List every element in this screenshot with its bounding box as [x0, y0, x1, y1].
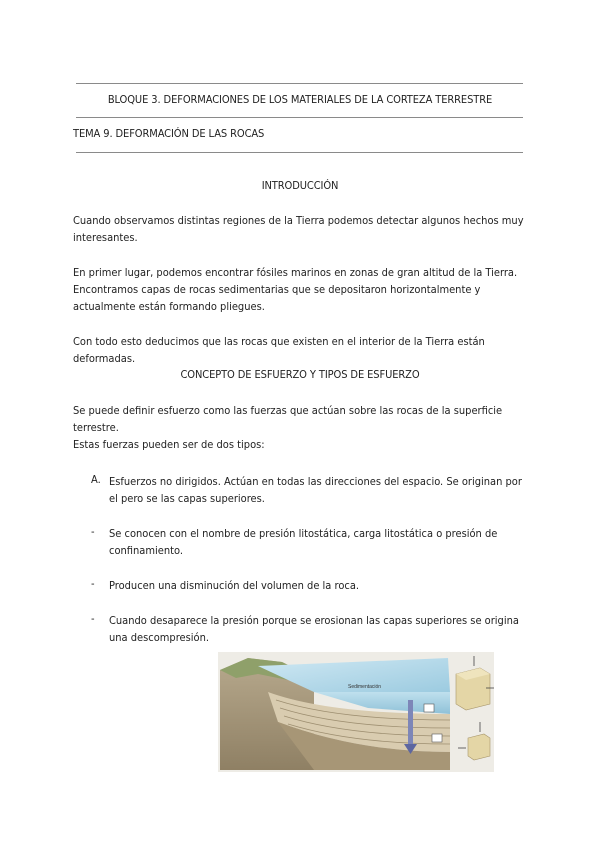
list-marker: -: [91, 577, 95, 590]
depth-arrow-shaft: [408, 700, 413, 744]
rock-sample-marker: [424, 704, 434, 712]
list-marker: -: [91, 525, 95, 538]
rock-sample-marker: [432, 734, 442, 742]
block-title: BLOQUE 3. DEFORMACIONES DE LOS MATERIALES DE LA CORTEZA TERRESTRE: [107, 93, 493, 106]
intro-paragraph-2: En primer lugar, podemos encontrar fósiles marinos en zonas de gran altitud de la Tierra. Encontramos capas de rocas sedimentarias que se depositaron horizontalmente y actualmente están formando pliegues.: [73, 266, 518, 313]
list-item-text: Cuando desaparece la presión porque se erosionan las capas superiores se origina una descompresión.: [109, 614, 519, 644]
concept-types-intro: Estas fuerzas pueden ser de dos tipos:: [73, 438, 265, 451]
sedimentation-pressure-illustration: [218, 652, 494, 772]
top-rule: [76, 83, 523, 84]
concept-definition: Se puede definir esfuerzo como las fuerzas que actúan sobre las rocas de la superficie terrestre.: [73, 404, 503, 434]
rock-cube-small: [468, 734, 490, 760]
list-marker: A.: [91, 473, 101, 486]
topic-title: TEMA 9. DEFORMACIÓN DE LAS ROCAS: [73, 127, 265, 140]
list-item-text: Esfuerzos no dirigidos. Actúan en todas las direcciones del espacio. Se originan por el pero se las capas superiores.: [109, 475, 522, 505]
intro-heading: INTRODUCCIÓN: [261, 179, 339, 192]
sedimentation-label: Sedimentación: [348, 684, 382, 690]
rule-under-block-title: [76, 117, 523, 118]
rule-under-topic-title: [76, 152, 523, 153]
list-item-text: Se conocen con el nombre de presión litostática, carga litostática o presión de confinamiento.: [109, 527, 498, 557]
intro-paragraph-3: Con todo esto deducimos que las rocas que existen en el interior de la Tierra están deformadas.: [73, 335, 485, 365]
list-marker: -: [91, 612, 95, 625]
list-item-text: Producen una disminución del volumen de la roca.: [109, 579, 360, 592]
concept-heading: CONCEPTO DE ESFUERZO Y TIPOS DE ESFUERZO: [180, 368, 420, 381]
intro-paragraph-1: Cuando observamos distintas regiones de la Tierra podemos detectar algunos hechos muy interesantes.: [73, 214, 524, 244]
